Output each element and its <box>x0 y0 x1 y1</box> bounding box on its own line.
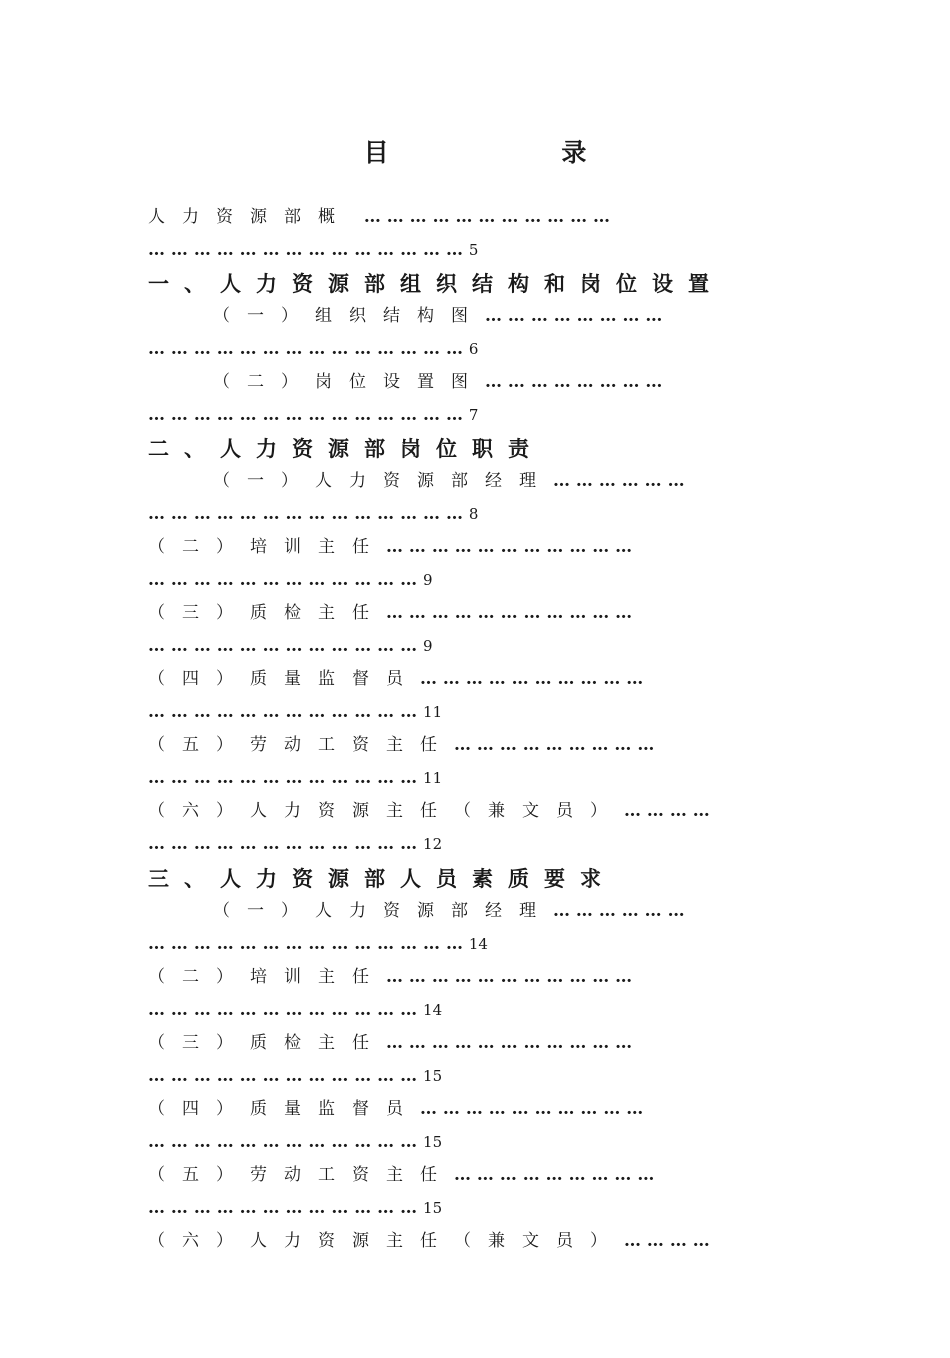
toc-entry-s3-wages-cont: … … … … … … … … … … … … 15 <box>148 1198 443 1218</box>
toc-entry-s2-supervisor-cont: … … … … … … … … … … … … 11 <box>148 702 443 722</box>
toc-entry-org-chart[interactable]: （一）组织结构图… … … … … … … … <box>213 306 663 326</box>
page-number: 9 <box>423 637 433 655</box>
toc-entry-s2-manager-cont: … … … … … … … … … … … … … … 8 <box>148 504 479 524</box>
toc-entry-text: （六）人力资源主任（兼文员） <box>148 801 624 821</box>
page-number: 6 <box>468 340 479 358</box>
toc-entry-s2-supervisor[interactable]: （四）质量监督员… … … … … … … … … … <box>148 669 644 689</box>
toc-entry-text: （三）质检主任 <box>148 1033 386 1053</box>
toc-entry-text: （六）人力资源主任（兼文员） <box>148 1231 624 1251</box>
toc-entry-post-chart[interactable]: （二）岗位设置图… … … … … … … … <box>213 372 663 392</box>
toc-entry-text: （五）劳动工资主任 <box>148 735 454 755</box>
toc-entry-overview-cont: … … … … … … … … … … … … … … 5 <box>148 240 479 260</box>
page-number: 15 <box>423 1067 443 1085</box>
toc-entry-text: 人力资源部概 <box>148 207 352 227</box>
toc-entry-s2-qc-cont: … … … … … … … … … … … … 9 <box>148 636 433 656</box>
page-number: 15 <box>423 1133 443 1151</box>
toc-title: 目 录 <box>363 138 669 167</box>
toc-entry-post-chart-cont: … … … … … … … … … … … … … … 7 <box>148 405 479 425</box>
toc-entry-text: （一）人力资源部经理 <box>213 901 553 921</box>
toc-entry-text: （一）人力资源部经理 <box>213 471 553 491</box>
toc-entry-s2-training[interactable]: （二）培训主任… … … … … … … … … … … <box>148 537 633 557</box>
toc-entry-overview[interactable] <box>148 205 788 229</box>
toc-entry-text: （三）质检主任 <box>148 603 386 623</box>
toc-entry-org-chart-cont: … … … … … … … … … … … … … … 6 <box>148 339 479 359</box>
toc-entry-text: （四）质量监督员 <box>148 1099 420 1119</box>
page-number: 5 <box>468 241 479 259</box>
toc-entry-s3-wages[interactable]: （五）劳动工资主任… … … … … … … … … <box>148 1165 655 1185</box>
toc-entry-s2-manager[interactable]: （一）人力资源部经理… … … … … … <box>213 471 685 491</box>
toc-section-2[interactable]: 二、人力资源部岗位职责 <box>148 436 544 461</box>
toc-entry-s3-supervisor[interactable]: （四）质量监督员… … … … … … … … … … <box>148 1099 644 1119</box>
page-number: 11 <box>423 703 443 721</box>
toc-entry-text: （二）培训主任 <box>148 537 386 557</box>
page-number: 11 <box>423 769 443 787</box>
toc-entry-s3-supervisor-cont: … … … … … … … … … … … … 15 <box>148 1132 443 1152</box>
toc-entry-s3-training[interactable]: （二）培训主任… … … … … … … … … … … <box>148 967 633 987</box>
page-number: 7 <box>468 406 479 424</box>
page-number: 15 <box>423 1199 443 1217</box>
page-number: 9 <box>423 571 433 589</box>
toc-entry-s3-hr[interactable]: （六）人力资源主任（兼文员）… … … … <box>148 1231 710 1251</box>
toc-entry-s2-hr[interactable]: （六）人力资源主任（兼文员）… … … … <box>148 801 710 821</box>
page-number: 14 <box>423 1001 443 1019</box>
toc-entry-s2-qc[interactable]: （三）质检主任… … … … … … … … … … … <box>148 603 633 623</box>
toc-entry-s3-qc-cont: … … … … … … … … … … … … 15 <box>148 1066 443 1086</box>
leader-dots: … … … … … … … … … … … <box>352 207 611 227</box>
page-number: 12 <box>423 835 443 853</box>
toc-section-1[interactable]: 一、人力资源部组织结构和岗位设置 <box>148 271 724 296</box>
toc-section-3[interactable]: 三、人力资源部人员素质要求 <box>148 866 616 891</box>
toc-entry-text: （二）培训主任 <box>148 967 386 987</box>
toc-entry-s3-qc[interactable]: （三）质检主任… … … … … … … … … … … <box>148 1033 633 1053</box>
toc-entry-s2-wages[interactable]: （五）劳动工资主任… … … … … … … … … <box>148 735 655 755</box>
toc-entry-s3-manager[interactable]: （一）人力资源部经理… … … … … … <box>213 901 685 921</box>
toc-entry-text: （五）劳动工资主任 <box>148 1165 454 1185</box>
toc-entry-text: （一）组织结构图 <box>213 306 485 326</box>
page-number: 14 <box>468 935 488 953</box>
toc-entry-s2-wages-cont: … … … … … … … … … … … … 11 <box>148 768 443 788</box>
toc-entry-s2-training-cont: … … … … … … … … … … … … 9 <box>148 570 433 590</box>
page-number: 8 <box>468 505 479 523</box>
toc-entry-s2-hr-cont: … … … … … … … … … … … … 12 <box>148 834 443 854</box>
toc-entry-s3-manager-cont: … … … … … … … … … … … … … … 14 <box>148 934 488 954</box>
toc-entry-text: （四）质量监督员 <box>148 669 420 689</box>
toc-entry-text: （二）岗位设置图 <box>213 372 485 392</box>
toc-entry-s3-training-cont: … … … … … … … … … … … … 14 <box>148 1000 443 1020</box>
